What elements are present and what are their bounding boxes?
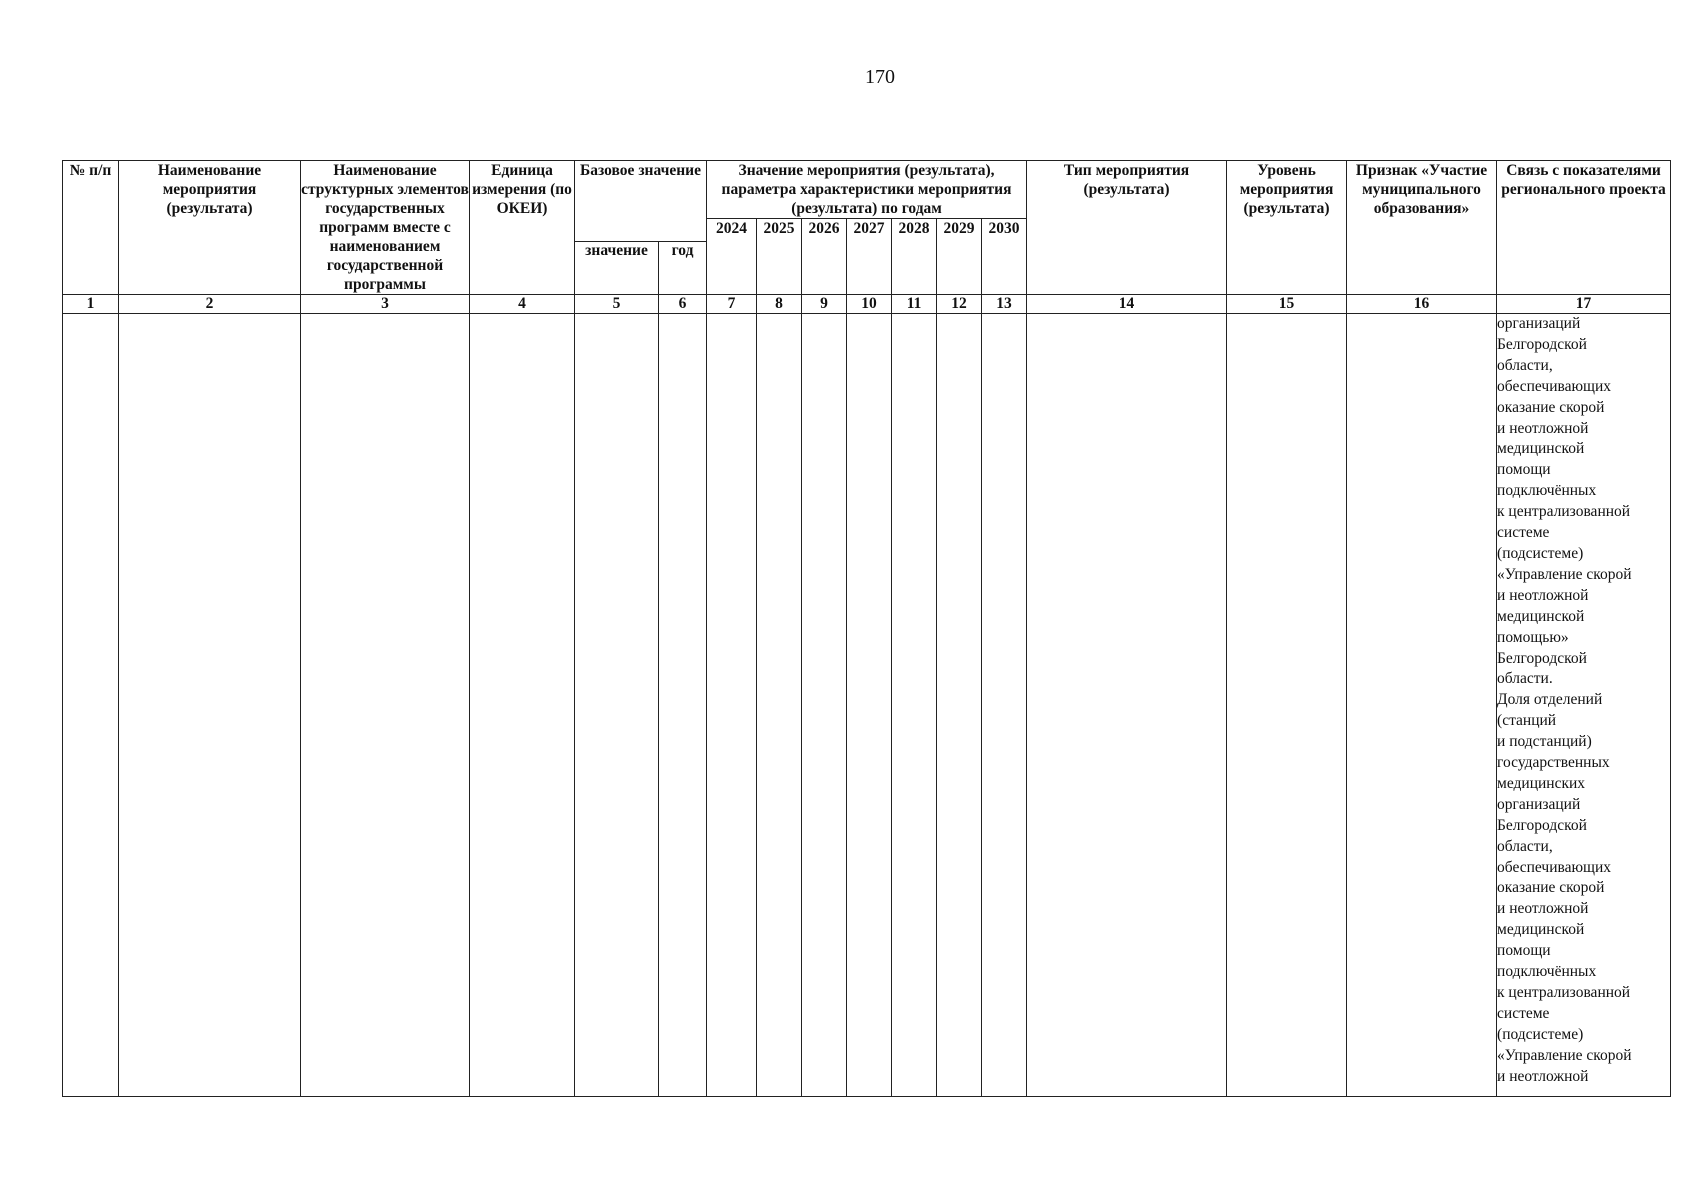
header-municipal-participation: Признак «Участие муниципального образования» <box>1347 161 1497 295</box>
header-year: 2027 <box>847 219 892 295</box>
cell-year-value <box>982 314 1027 1097</box>
column-number: 8 <box>757 295 802 314</box>
cell-base-value <box>575 314 659 1097</box>
table-row <box>63 314 1671 1097</box>
column-number: 12 <box>937 295 982 314</box>
column-number: 4 <box>470 295 575 314</box>
header-year: 2028 <box>892 219 937 295</box>
column-number: 11 <box>892 295 937 314</box>
column-number: 10 <box>847 295 892 314</box>
cell-structural-elements <box>301 314 470 1097</box>
header-base-value-year: год <box>659 242 707 295</box>
cell-municipal-participation <box>1347 314 1497 1097</box>
column-number: 6 <box>659 295 707 314</box>
header-measure-type: Тип мероприятия (результата) <box>1027 161 1227 295</box>
column-number: 1 <box>63 295 119 314</box>
header-structural-elements: Наименование структурных элементов государственных программ вместе с наименованием государственной программы <box>301 162 469 293</box>
cell-year-value <box>937 314 982 1097</box>
header-year: 2025 <box>757 219 802 295</box>
column-number: 3 <box>301 295 470 314</box>
cell-unit <box>470 314 575 1097</box>
cell-measure-type <box>1027 314 1227 1097</box>
column-number: 15 <box>1227 295 1347 314</box>
header-base-value: Базовое значение <box>575 161 707 242</box>
header-values-by-year: Значение мероприятия (результата), параметра характеристики мероприятия (результата) по годам <box>707 161 1027 219</box>
cell-year-value <box>892 314 937 1097</box>
header-year: 2030 <box>982 219 1027 295</box>
column-number: 9 <box>802 295 847 314</box>
column-number: 7 <box>707 295 757 314</box>
cell-year-value <box>847 314 892 1097</box>
header-number: № п/п <box>63 161 119 295</box>
column-number: 16 <box>1347 295 1497 314</box>
column-number: 13 <box>982 295 1027 314</box>
header-measure-name: Наименование мероприятия (результата) <box>119 161 301 295</box>
page-number: 170 <box>865 66 895 88</box>
header-measure-level: Уровень мероприятия (результата) <box>1227 161 1347 295</box>
header-year: 2026 <box>802 219 847 295</box>
cell-year-value <box>802 314 847 1097</box>
header-year: 2029 <box>937 219 982 295</box>
cell-number <box>63 314 119 1097</box>
measures-table <box>62 160 1671 1097</box>
column-number: 5 <box>575 295 659 314</box>
header-base-value-value: значение <box>575 242 659 295</box>
cell-measure-name <box>119 314 301 1097</box>
cell-base-year <box>659 314 707 1097</box>
header-year: 2024 <box>707 219 757 295</box>
header-unit: Единица измерения (по ОКЕИ) <box>470 161 575 295</box>
column-number: 14 <box>1027 295 1227 314</box>
cell-year-value <box>757 314 802 1097</box>
header-regional-project-link: Связь с показателями регионального проекта <box>1497 161 1671 295</box>
column-number: 2 <box>119 295 301 314</box>
cell-measure-level <box>1227 314 1347 1097</box>
column-number: 17 <box>1497 295 1671 314</box>
cell-regional-project-link: организаций Белгородской области, обеспечивающих оказание скорой и неотложной медицинской помощи подключённых к централизованной системе (подсистеме) «Управление скорой и неотложной медицинской помощью» Белгородской области. Доля отделений (станций и подстанций) государственных медицинских организаций Белгородской области, обеспечивающих оказание скорой и неотложной медицинской помощи подключённых к централизованной системе (подсистеме) «Управление скорой и неотложной <box>1497 314 1671 1097</box>
cell-year-value <box>707 314 757 1097</box>
